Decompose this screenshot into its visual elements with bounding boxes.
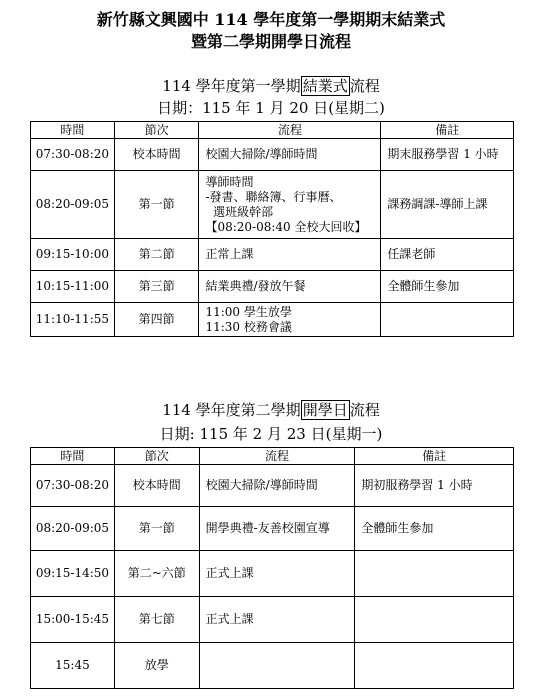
time-cell: 08:20-09:05 <box>31 507 115 551</box>
flow-line: 正常上課 <box>205 247 254 261</box>
table-row <box>31 171 514 239</box>
flow-cell <box>199 239 381 271</box>
flow-line: 導師時間 <box>205 174 254 189</box>
note-cell <box>355 643 514 689</box>
flow-cell <box>199 507 355 551</box>
table-row <box>31 239 514 271</box>
flow-cell <box>199 271 381 303</box>
time-cell: 15:00-15:45 <box>31 597 115 643</box>
header-note: 備註 <box>381 122 514 139</box>
section1-title <box>0 76 542 96</box>
doc-title-line2: 暨第二學期開學日流程 <box>190 32 351 51</box>
flow-cell <box>199 597 355 643</box>
table-header-row <box>31 448 514 465</box>
flow-line: 【08:20-08:40 全校大回收】 <box>205 219 367 234</box>
header-period: 節次 <box>114 122 199 139</box>
table-row <box>31 271 514 303</box>
period-cell: 第二~六節 <box>114 551 199 597</box>
section1-title-prefix: 114 學年度第一學期 <box>162 77 301 95</box>
period-cell: 校本時間 <box>114 465 199 507</box>
header-note: 備註 <box>355 448 514 465</box>
table-row <box>31 507 514 551</box>
table-row <box>31 303 514 337</box>
flow-cell <box>199 551 355 597</box>
time-cell: 09:15-10:00 <box>31 239 115 271</box>
header-flow: 流程 <box>199 122 381 139</box>
period-cell: 第四節 <box>114 303 199 337</box>
period-cell: 第七節 <box>114 597 199 643</box>
table-header-row <box>31 122 514 139</box>
note-cell <box>355 551 514 597</box>
note-cell: 全體師生參加 <box>381 271 514 303</box>
flow-cell <box>199 171 381 239</box>
section2-date: 日期: 115 年 2 月 23 日(星期一) <box>159 425 383 443</box>
flow-line: 開學典禮-友善校園宣導 <box>205 521 330 535</box>
period-cell: 第一節 <box>114 507 199 551</box>
flow-line: 11:30 校務會議 <box>205 319 292 334</box>
time-cell: 07:30-08:20 <box>31 139 115 171</box>
flow-line: 選班級幹部 <box>205 204 274 219</box>
flow-cell <box>199 139 381 171</box>
note-cell <box>355 597 514 643</box>
section1-title-suffix: 流程 <box>349 77 380 95</box>
time-cell: 10:15-11:00 <box>31 271 115 303</box>
table-row <box>31 597 514 643</box>
period-cell: 第二節 <box>114 239 199 271</box>
flow-line: -發書、聯絡簿、行事曆、 <box>205 189 342 204</box>
flow-line: 正式上課 <box>205 612 254 626</box>
flow-line: 校園大掃除/導師時間 <box>205 478 318 492</box>
note-cell <box>381 303 514 337</box>
flow-line: 正式上課 <box>205 566 254 580</box>
schedule-table-2 <box>30 447 514 689</box>
period-cell: 校本時間 <box>114 139 199 171</box>
section2-title-boxed: 開學日 <box>302 401 348 419</box>
note-cell: 課務調課-導師上課 <box>381 171 514 239</box>
period-cell: 第一節 <box>114 171 199 239</box>
table-row <box>31 643 514 689</box>
flow-cell <box>199 643 355 689</box>
doc-title-line1: 新竹縣文興國中 114 學年度第一學期期末結業式 <box>96 10 446 29</box>
time-cell: 11:10-11:55 <box>31 303 115 337</box>
table-row <box>31 139 514 171</box>
section2-title <box>0 400 542 420</box>
header-flow: 流程 <box>199 448 355 465</box>
time-cell: 08:20-09:05 <box>31 171 115 239</box>
note-cell: 全體師生參加 <box>355 507 514 551</box>
section1-date: 日期：115 年 1 月 20 日(星期二) <box>157 99 385 117</box>
time-cell: 09:15-14:50 <box>31 551 115 597</box>
note-cell: 期初服務學習 1 小時 <box>355 465 514 507</box>
section1-title-boxed: 結業式 <box>302 77 348 95</box>
section2-title-suffix: 流程 <box>349 401 380 419</box>
schedule-table-1 <box>30 121 514 337</box>
table-row <box>31 551 514 597</box>
flow-cell <box>199 465 355 507</box>
flow-line: 校園大掃除/導師時間 <box>205 147 318 161</box>
period-cell: 第三節 <box>114 271 199 303</box>
note-cell: 任課老師 <box>381 239 514 271</box>
flow-cell <box>199 303 381 337</box>
time-cell: 15:45 <box>31 643 115 689</box>
header-period: 節次 <box>114 448 199 465</box>
section2-title-prefix: 114 學年度第二學期 <box>162 401 301 419</box>
time-cell: 07:30-08:20 <box>31 465 115 507</box>
flow-line: 11:00 學生放學 <box>205 304 292 319</box>
period-cell: 放學 <box>114 643 199 689</box>
flow-line: 結業典禮/發放午餐 <box>205 279 306 293</box>
header-time: 時間 <box>31 448 115 465</box>
table-row <box>31 465 514 507</box>
note-cell: 期末服務學習 1 小時 <box>381 139 514 171</box>
header-time: 時間 <box>31 122 115 139</box>
